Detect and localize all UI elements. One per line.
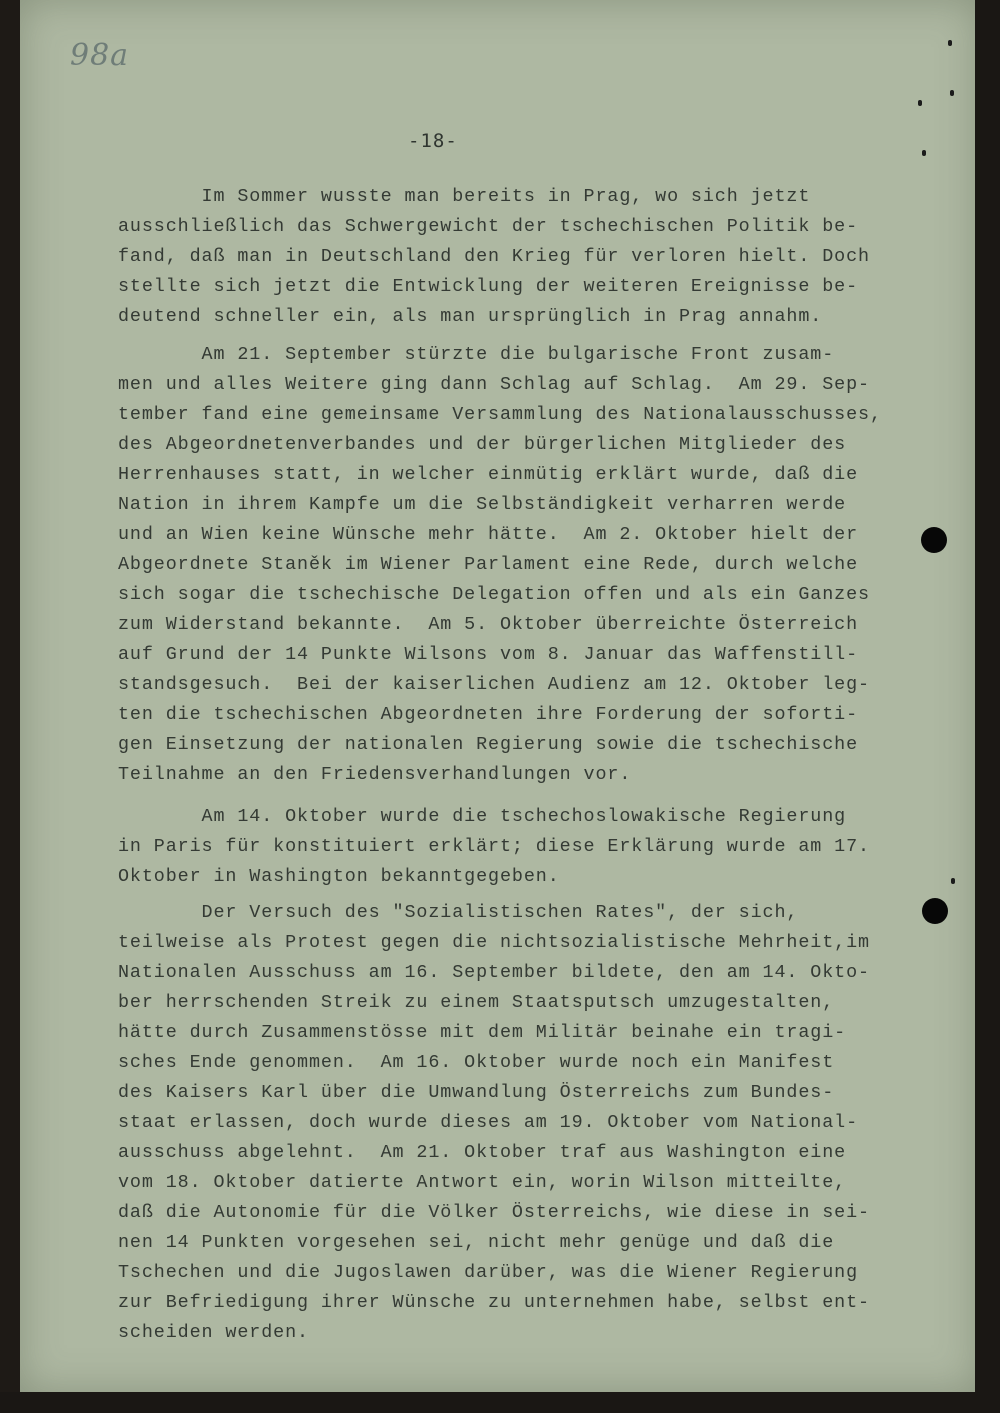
text-line: staat erlassen, doch wurde dieses am 19. Oktober vom National- xyxy=(118,1112,859,1133)
text-line: Nationalen Ausschuss am 16. September bildete, den am 14. Okto- xyxy=(118,962,870,983)
paragraph-1 xyxy=(118,182,898,332)
scan-border-bottom xyxy=(0,1392,1000,1413)
text-line: Teilnahme an den Friedensverhandlungen vor. xyxy=(118,764,632,785)
text-line: Der Versuch des "Sozialistischen Rates", der sich, xyxy=(118,902,799,923)
text-line: ber herrschenden Streik zu einem Staatsputsch umzugestalten, xyxy=(118,992,835,1013)
text-line: stellte sich jetzt die Entwicklung der weiteren Ereignisse be- xyxy=(118,276,859,297)
text-line: ausschließlich das Schwergewicht der tschechischen Politik be- xyxy=(118,216,859,237)
text-line: zur Befriedigung ihrer Wünsche zu unternehmen habe, selbst ent- xyxy=(118,1292,870,1313)
text-line: hätte durch Zusammenstösse mit dem Militär beinahe ein tragi- xyxy=(118,1022,847,1043)
text-line: gen Einsetzung der nationalen Regierung sowie die tschechische xyxy=(118,734,859,755)
text-line: scheiden werden. xyxy=(118,1322,309,1343)
text-line: und an Wien keine Wünsche mehr hätte. Am 2. Oktober hielt der xyxy=(118,524,859,545)
text-line: fand, daß man in Deutschland den Krieg für verloren hielt. Doch xyxy=(118,246,870,267)
text-line: ausschuss abgelehnt. Am 21. Oktober traf aus Washington eine xyxy=(118,1142,847,1163)
text-line: sich sogar die tschechische Delegation offen und als ein Ganzes xyxy=(118,584,870,605)
text-line: sches Ende genommen. Am 16. Oktober wurde noch ein Manifest xyxy=(118,1052,835,1073)
page-number: -18- xyxy=(408,130,458,152)
text-line: teilweise als Protest gegen die nichtsozialistische Mehrheit,im xyxy=(118,932,870,953)
ink-speck xyxy=(922,150,926,156)
paragraph-2 xyxy=(118,340,898,790)
text-line: men und alles Weitere ging dann Schlag auf Schlag. Am 29. Sep- xyxy=(118,374,870,395)
text-line: Oktober in Washington bekanntgegeben. xyxy=(118,866,560,887)
ink-speck xyxy=(951,878,955,884)
text-line: nen 14 Punkten vorgesehen sei, nicht mehr genüge und daß die xyxy=(118,1232,835,1253)
text-line: standsgesuch. Bei der kaiserlichen Audienz am 12. Oktober leg- xyxy=(118,674,870,695)
text-line: Tschechen und die Jugoslawen darüber, was die Wiener Regierung xyxy=(118,1262,859,1283)
text-line: zum Widerstand bekannte. Am 5. Oktober überreichte Österreich xyxy=(118,614,859,635)
text-line: vom 18. Oktober datierte Antwort ein, worin Wilson mitteilte, xyxy=(118,1172,847,1193)
text-line: Im Sommer wusste man bereits in Prag, wo sich jetzt xyxy=(118,186,811,207)
text-line: Nation in ihrem Kampfe um die Selbständigkeit verharren werde xyxy=(118,494,847,515)
punch-hole-upper xyxy=(921,527,947,553)
archive-number: 98a xyxy=(70,38,130,73)
text-line: daß die Autonomie für die Völker Österreichs, wie diese in sei- xyxy=(118,1202,870,1223)
text-line: in Paris für konstituiert erklärt; diese Erklärung wurde am 17. xyxy=(118,836,870,857)
text-line: des Kaisers Karl über die Umwandlung Österreichs zum Bundes- xyxy=(118,1082,835,1103)
ink-speck xyxy=(948,40,952,46)
scan-border-right xyxy=(975,0,1000,1413)
text-line: deutend schneller ein, als man ursprünglich in Prag annahm. xyxy=(118,306,823,327)
paragraph-4 xyxy=(118,898,898,1348)
text-line: Am 21. September stürzte die bulgarische Front zusam- xyxy=(118,344,835,365)
text-line: Herrenhauses statt, in welcher einmütig erklärt wurde, daß die xyxy=(118,464,859,485)
ink-speck xyxy=(950,90,954,96)
text-line: des Abgeordnetenverbandes und der bürgerlichen Mitglieder des xyxy=(118,434,847,455)
ink-speck xyxy=(918,100,922,106)
text-line: Abgeordnete Staněk im Wiener Parlament eine Rede, durch welche xyxy=(118,554,859,575)
punch-hole-lower xyxy=(922,898,948,924)
text-line: Am 14. Oktober wurde die tschechoslowakische Regierung xyxy=(118,806,847,827)
text-line: auf Grund der 14 Punkte Wilsons vom 8. Januar das Waffenstill- xyxy=(118,644,859,665)
text-line: tember fand eine gemeinsame Versammlung des Nationalausschusses, xyxy=(118,404,882,425)
text-line: ten die tschechischen Abgeordneten ihre Forderung der soforti- xyxy=(118,704,859,725)
paragraph-3 xyxy=(118,802,898,892)
